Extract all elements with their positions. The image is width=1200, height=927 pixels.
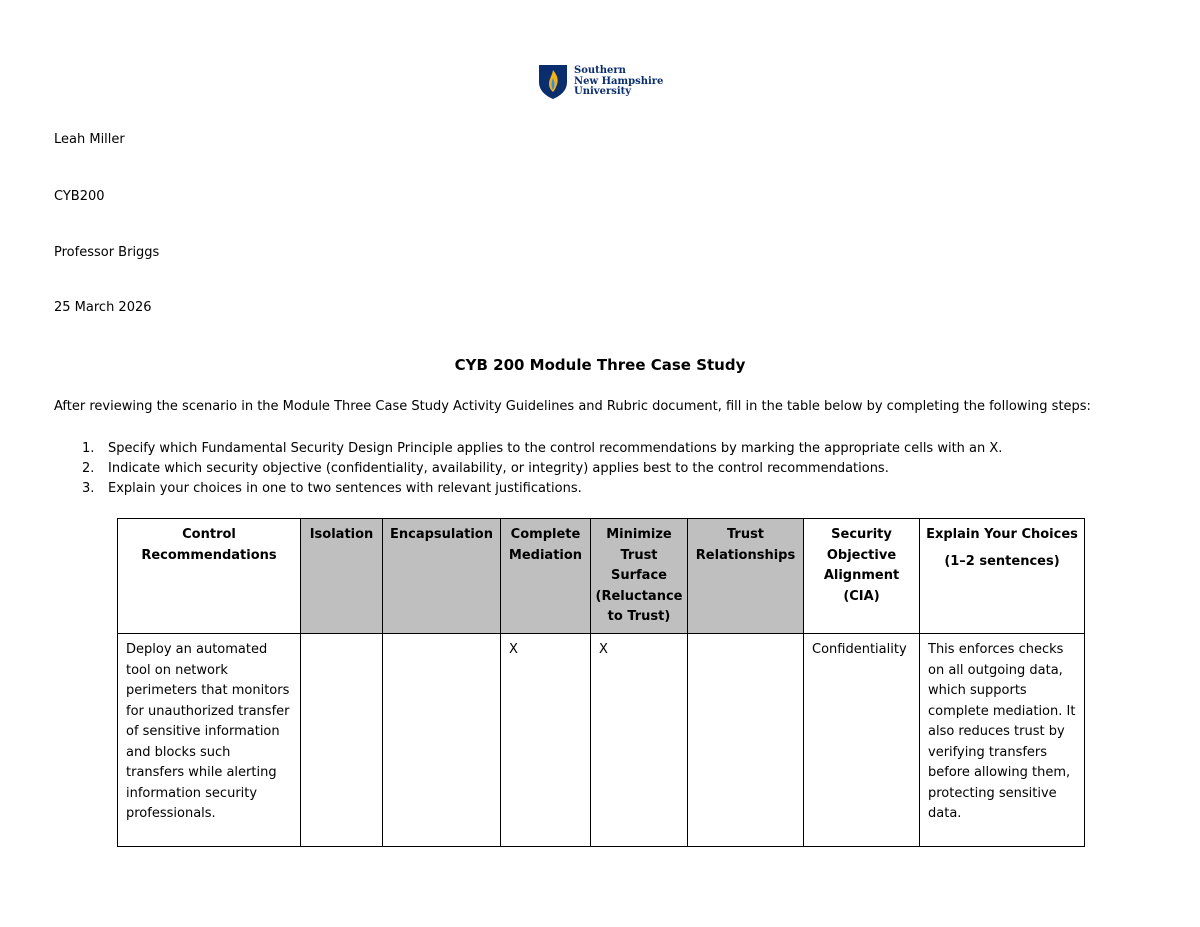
instruction-list	[82, 439, 1002, 499]
instruction-number: 2.	[82, 461, 95, 476]
table-row	[118, 634, 1085, 847]
header-explain-subtitle: (1–2 sentences)	[944, 553, 1060, 569]
cell-minimize-trust-surface[interactable]: X	[591, 634, 688, 847]
instruction-item	[82, 459, 1002, 479]
header-complete-mediation: Complete Mediation	[501, 519, 591, 634]
professor-name: Professor Briggs	[54, 245, 160, 260]
case-study-table	[117, 518, 1085, 847]
cell-security-objective[interactable]: Confidentiality	[804, 634, 920, 847]
university-logo	[538, 64, 663, 100]
header-minimize-trust-surface: Minimize Trust Surface (Reluctance to Trust)	[591, 519, 688, 634]
cell-encapsulation[interactable]	[383, 634, 501, 847]
logo-wordmark	[574, 66, 663, 98]
header-isolation: Isolation	[301, 519, 383, 634]
instruction-text: Specify which Fundamental Security Design Principle applies to the control recommendations by marking the appropriate cells with an X.	[108, 441, 1003, 456]
cell-trust-relationships[interactable]	[688, 634, 804, 847]
logo-line-2: New Hampshire	[574, 75, 664, 87]
shield-flame-icon	[538, 64, 568, 100]
instruction-number: 1.	[82, 441, 95, 456]
header-security-objective: Security Objective Alignment (CIA)	[804, 519, 920, 634]
instruction-item	[82, 479, 1002, 499]
instruction-item	[82, 439, 1002, 459]
logo-line-3: University	[574, 86, 632, 98]
header-explain-title: Explain Your Choices	[926, 527, 1078, 542]
submission-date: 25 March 2026	[54, 300, 152, 315]
header-trust-relationships: Trust Relationships	[688, 519, 804, 634]
document-title: CYB 200 Module Three Case Study	[454, 356, 746, 374]
cell-complete-mediation[interactable]: X	[501, 634, 591, 847]
header-encapsulation: Encapsulation	[383, 519, 501, 634]
instruction-number: 3.	[82, 481, 95, 496]
instruction-text: Indicate which security objective (confidentiality, availability, or integrity) applies best to the control recommendations.	[108, 461, 889, 476]
course-code: CYB200	[54, 189, 105, 204]
cell-control-recommendation[interactable]: Deploy an automated tool on network perimeters that monitors for unauthorized transfer of sensitive information and blocks such transfers while alerting information security professionals.	[118, 634, 301, 847]
logo-line-1: Southern	[574, 65, 626, 77]
intro-paragraph: After reviewing the scenario in the Module Three Case Study Activity Guidelines and Rubric document, fill in the table below by completing the following steps:	[54, 399, 1091, 414]
instruction-text: Explain your choices in one to two sentences with relevant justifications.	[108, 481, 582, 496]
cell-isolation[interactable]	[301, 634, 383, 847]
student-name: Leah Miller	[54, 132, 125, 147]
header-control-recommendations: Control Recommendations	[118, 519, 301, 634]
table-header-row	[118, 519, 1085, 634]
header-explain-choices	[920, 519, 1085, 634]
cell-explanation[interactable]: This enforces checks on all outgoing data, which supports complete mediation. It also reduces trust by verifying transfers before allowing them, protecting sensitive data.	[920, 634, 1085, 847]
